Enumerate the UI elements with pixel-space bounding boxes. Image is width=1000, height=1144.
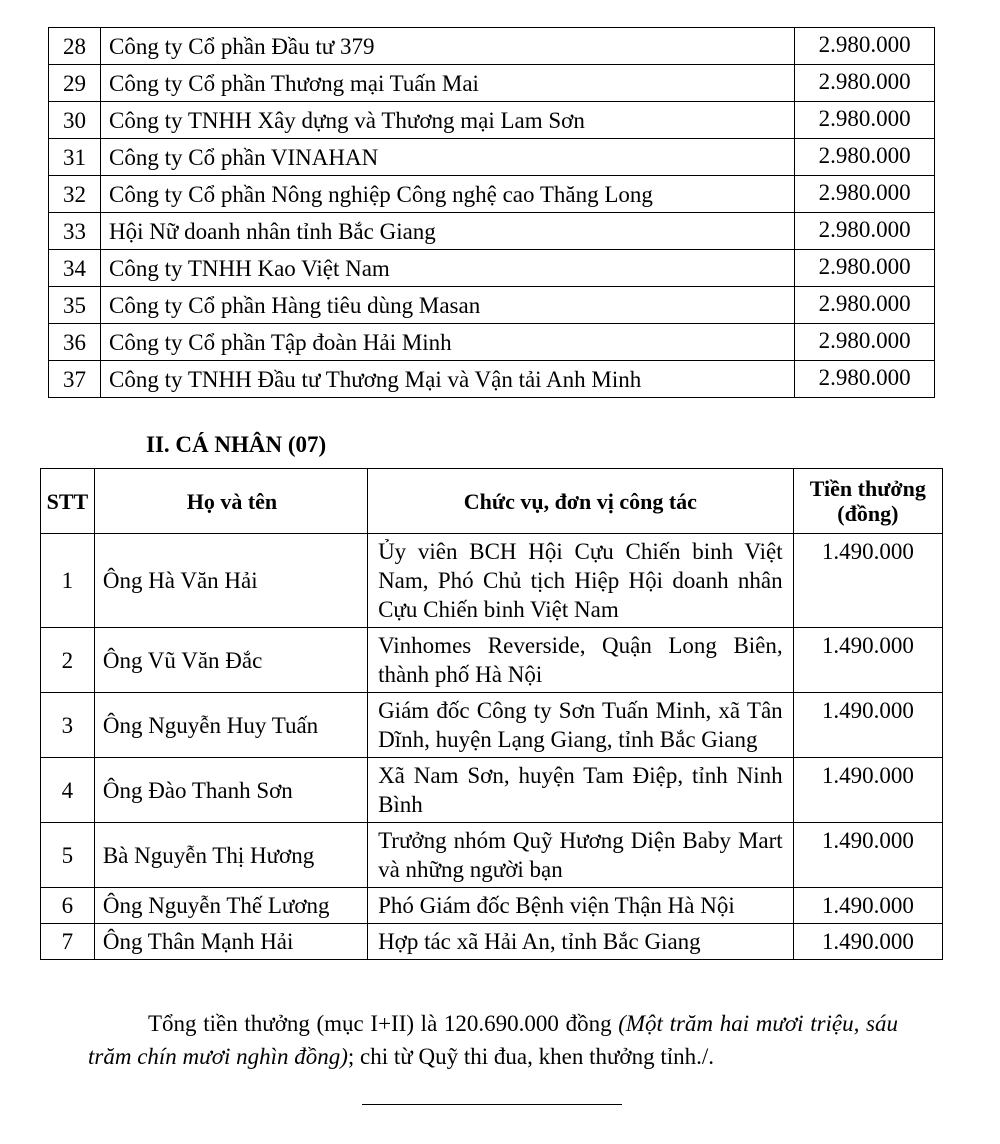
section-title: II. CÁ NHÂN (07) [146,432,327,457]
reward-amount-cell: 2.980.000 [795,361,935,398]
stt-cell: 34 [49,250,101,287]
stt-cell: 31 [49,139,101,176]
stt-cell: 33 [49,213,101,250]
header-reward-line2: (đồng) [837,501,899,526]
reward-amount-cell: 2.980.000 [795,28,935,65]
stt-cell: 32 [49,176,101,213]
table-row [49,139,935,176]
reward-amount-cell: 2.980.000 [795,250,935,287]
reward-amount-cell: 2.980.000 [795,139,935,176]
reward-amount-cell: 1.490.000 [793,693,942,758]
stt-cell: 37 [49,361,101,398]
header-stt: STT [41,469,95,534]
organization-name-cell: Công ty Cổ phần VINAHAN [101,139,795,176]
position-cell: Vinhomes Reverside, Quận Long Biên, thành phố Hà Nội [368,628,794,693]
table-row [49,250,935,287]
reward-amount-cell: 2.980.000 [795,102,935,139]
summary-tail: ; chi từ Quỹ thi đua, khen thưởng tỉnh./. [347,1044,715,1069]
person-name-cell: Ông Thân Mạnh Hải [94,924,367,960]
stt-cell: 1 [41,534,95,628]
header-position: Chức vụ, đơn vị công tác [368,469,794,534]
stt-cell: 5 [41,823,95,888]
stt-cell: 35 [49,287,101,324]
table-row [49,65,935,102]
table-header-row [41,469,943,534]
position-cell: Ủy viên BCH Hội Cựu Chiến binh Việt Nam, Phó Chủ tịch Hiệp Hội doanh nhân Cựu Chiến binh Việt Nam [368,534,794,628]
reward-amount-cell: 1.490.000 [793,888,942,924]
person-name-cell: Ông Hà Văn Hải [94,534,367,628]
position-cell: Xã Nam Sơn, huyện Tam Điệp, tỉnh Ninh Bình [368,758,794,823]
table-row [41,888,943,924]
reward-amount-cell: 2.980.000 [795,287,935,324]
organization-name-cell: Công ty Cổ phần Thương mại Tuấn Mai [101,65,795,102]
stt-cell: 36 [49,324,101,361]
position-cell: Hợp tác xã Hải An, tỉnh Bắc Giang [368,924,794,960]
organizations-table [48,27,935,398]
summary-amount-in-words: (Một trăm hai mươi triệu, sáu trăm chín mươi nghìn đồng) [88,1011,898,1069]
stt-cell: 2 [41,628,95,693]
reward-amount-cell: 1.490.000 [793,534,942,628]
reward-amount-cell: 1.490.000 [793,758,942,823]
table-row [49,213,935,250]
reward-amount-cell: 2.980.000 [795,324,935,361]
table-row [49,324,935,361]
organization-name-cell: Hội Nữ doanh nhân tỉnh Bắc Giang [101,213,795,250]
stt-cell: 30 [49,102,101,139]
position-cell: Trưởng nhóm Quỹ Hương Diện Baby Mart và những người bạn [368,823,794,888]
reward-amount-cell: 1.490.000 [793,823,942,888]
summary-lead: Tổng tiền thưởng (mục I+II) là 120.690.000 đồng [148,1011,619,1036]
table-row [49,176,935,213]
organization-name-cell: Công ty TNHH Kao Việt Nam [101,250,795,287]
reward-amount-cell: 2.980.000 [795,176,935,213]
header-name: Họ và tên [94,469,367,534]
stt-cell: 3 [41,693,95,758]
table-row [49,28,935,65]
person-name-cell: Ông Nguyễn Huy Tuấn [94,693,367,758]
header-reward-line1: Tiền thưởng [809,476,926,501]
stt-cell: 7 [41,924,95,960]
person-name-cell: Bà Nguyễn Thị Hương [94,823,367,888]
reward-amount-cell: 2.980.000 [795,65,935,102]
organization-name-cell: Công ty TNHH Xây dựng và Thương mại Lam Sơn [101,102,795,139]
position-cell: Giám đốc Công ty Sơn Tuấn Minh, xã Tân Dĩnh, huyện Lạng Giang, tỉnh Bắc Giang [368,693,794,758]
reward-amount-cell: 2.980.000 [795,213,935,250]
person-name-cell: Ông Vũ Văn Đắc [94,628,367,693]
person-name-cell: Ông Đào Thanh Sơn [94,758,367,823]
position-cell: Phó Giám đốc Bệnh viện Thận Hà Nội [368,888,794,924]
stt-cell: 6 [41,888,95,924]
organization-name-cell: Công ty TNHH Đầu tư Thương Mại và Vận tải Anh Minh [101,361,795,398]
summary-paragraph [88,1007,898,1073]
organization-name-cell: Công ty Cổ phần Đầu tư 379 [101,28,795,65]
organization-name-cell: Công ty Cổ phần Nông nghiệp Công nghệ cao Thăng Long [101,176,795,213]
individuals-table [40,468,943,960]
organization-name-cell: Công ty Cổ phần Tập đoàn Hải Minh [101,324,795,361]
person-name-cell: Ông Nguyễn Thế Lương [94,888,367,924]
table-row [41,924,943,960]
stt-cell: 29 [49,65,101,102]
table-row [41,693,943,758]
stt-cell: 28 [49,28,101,65]
table-row [41,628,943,693]
table-row [41,758,943,823]
end-divider [362,1104,622,1105]
table-row [49,361,935,398]
table-row [41,823,943,888]
table-row [41,534,943,628]
organization-name-cell: Công ty Cổ phần Hàng tiêu dùng Masan [101,287,795,324]
header-reward [793,469,942,534]
stt-cell: 4 [41,758,95,823]
table-row [49,287,935,324]
table-row [49,102,935,139]
reward-amount-cell: 1.490.000 [793,924,942,960]
reward-amount-cell: 1.490.000 [793,628,942,693]
